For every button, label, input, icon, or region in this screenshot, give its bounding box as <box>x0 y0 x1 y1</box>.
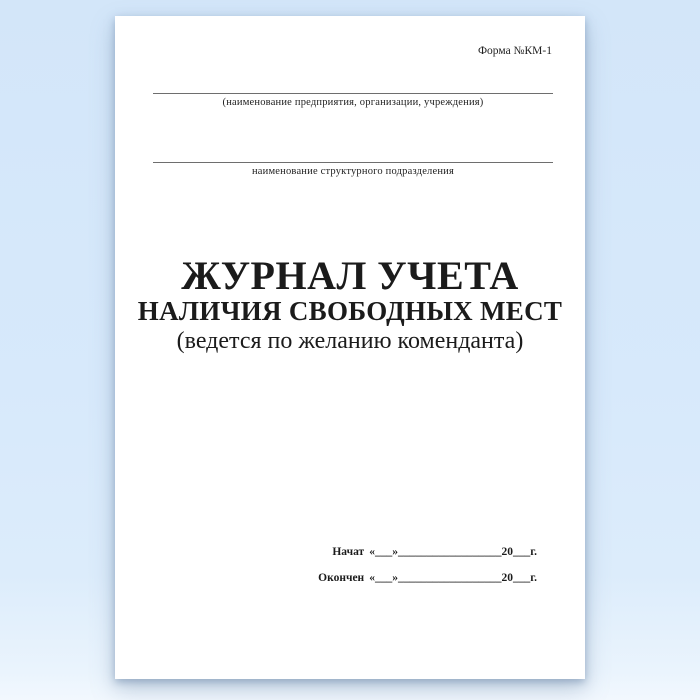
department-caption: наименование структурного подразделения <box>251 166 455 177</box>
date-finished-label: Окончен <box>318 572 365 584</box>
org-name-field <box>153 93 553 109</box>
org-name-blank-line <box>153 93 553 94</box>
title-block <box>115 253 585 356</box>
journal-subtitle: НАЛИЧИЯ СВОБОДНЫХ МЕСТ <box>137 296 563 326</box>
date-block <box>318 539 537 591</box>
date-started-label: Начат <box>332 546 365 558</box>
org-name-caption: (наименование предприятия, организации, учреждения) <box>222 97 484 108</box>
journal-cover-page <box>115 16 585 679</box>
date-started-value: «___»__________________20___г. <box>369 546 537 558</box>
journal-title: ЖУРНАЛ УЧЕТА <box>181 253 519 298</box>
date-finished-value: «___»__________________20___г. <box>369 572 537 584</box>
date-started-row <box>318 539 537 565</box>
form-number: Форма №КМ-1 <box>477 45 552 57</box>
date-finished-row <box>318 565 537 591</box>
journal-note: (ведется по желанию коменданта) <box>176 328 524 354</box>
department-blank-line <box>153 162 553 163</box>
department-field <box>153 162 553 178</box>
